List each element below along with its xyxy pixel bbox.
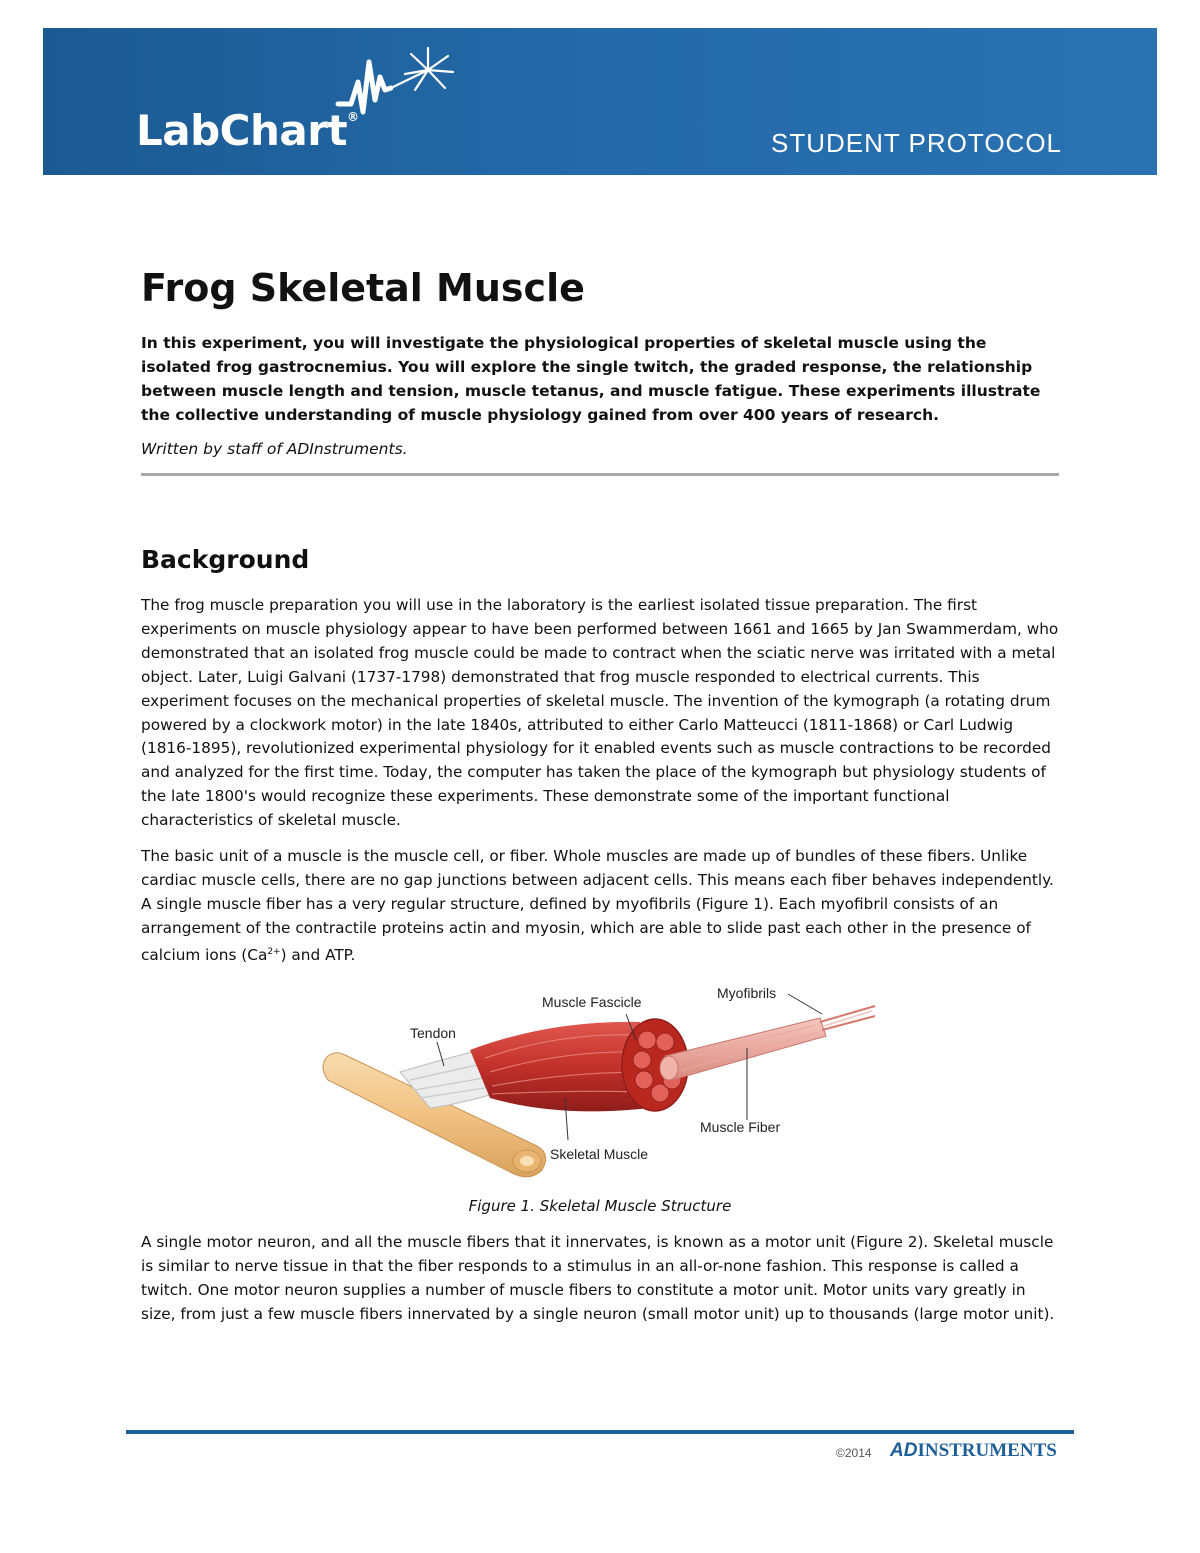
intro-paragraph: In this experiment, you will investigate the physiological properties of skeletal muscle using the isolated frog gastrocnemius. You will explore the single twitch, the graded response, the relationship between muscle length and tension, muscle tetanus, and muscle fatigue. These experiments illustrate the collective understanding of muscle physiology gained from over 400 years of research. (141, 334, 1041, 424)
page-title: Frog Skeletal Muscle (141, 266, 585, 310)
label-muscle-fiber: Muscle Fiber (700, 1119, 781, 1135)
header-banner (43, 28, 1157, 175)
calcium-charge-superscript: 2+ (267, 946, 281, 957)
label-tendon: Tendon (410, 1025, 456, 1041)
figure-caption: Figure 1. Skeletal Muscle Structure (468, 1197, 732, 1215)
section-heading-background: Background (141, 545, 310, 574)
label-skeletal-muscle: Skeletal Muscle (550, 1146, 649, 1162)
title-divider (141, 473, 1059, 476)
byline: Written by staff of ADInstruments. (141, 440, 408, 458)
student-protocol-label: STUDENT PROTOCOL (771, 128, 1062, 158)
background-paragraph-3: A single motor neuron, and all the muscle fibers that it innervates, is known as a motor unit (Figure 2). Skeletal muscle is similar to nerve tissue in that the fiber responds to a stimulus in an all-or-none fashion. This response is called a twitch. One motor neuron supplies a number of muscle fibers to constitute a motor unit. Motor units vary greatly in size, from just a few muscle fibers innervated by a single neuron (small motor unit) up to thousands (large motor unit). (141, 1233, 1055, 1323)
background-paragraph-2: The basic unit of a muscle is the muscle cell, or fiber. Whole muscles are made up of bundles of these fibers. Unlike cardiac muscle cells, there are no gap junctions between adjacent cells. This means each fiber behaves independently. A single muscle fiber has a very regular structure, defined by myofibrils (Figure 1). Each myofibril consists of an arrangement of the contractile proteins actin and myosin, which are able to slide past each other in the presence of calcium ions $(Ca^{2+})$ and ATP. (141, 847, 1054, 964)
label-myofibrils: Myofibrils (717, 985, 777, 1001)
adinstruments-logo: ADINSTRUMENTS (890, 1440, 1057, 1461)
myofibrils-shape (820, 1006, 875, 1030)
footer-copyright: ©2014 (836, 1446, 872, 1460)
label-muscle-fascicle: Muscle Fascicle (542, 994, 642, 1010)
labchart-logo: LabChart® (136, 106, 359, 155)
skeletal-muscle-figure (320, 980, 880, 1180)
background-paragraph-1: The frog muscle preparation you will use in the laboratory is the earliest isolated tissue preparation. The first experiments on muscle physiology appear to have been performed between 1661 and 1665 by Jan Swammerdam, who demonstrated that an isolated frog muscle could be made to contract when the sciatic nerve was irritated with a metal object. Later, Luigi Galvani (1737-1798) demonstrated that frog muscle responded to electrical currents. This experiment focuses on the mechanical properties of skeletal muscle. The invention of the kymograph (a rotating drum powered by a clockwork motor) in the late 1840s, attributed to either Carlo Matteucci (1811-1868) or Carl Ludwig (1816-1895), revolutionized experimental physiology for it enabled events such as muscle contractions to be recorded and analyzed for the first time. Today, the computer has taken the place of the kymograph but physiology students of the late 1800's would recognize these experiments. These demonstrate some of the important functional characteristics of skeletal muscle. (141, 596, 1059, 830)
footer-divider (126, 1430, 1074, 1434)
